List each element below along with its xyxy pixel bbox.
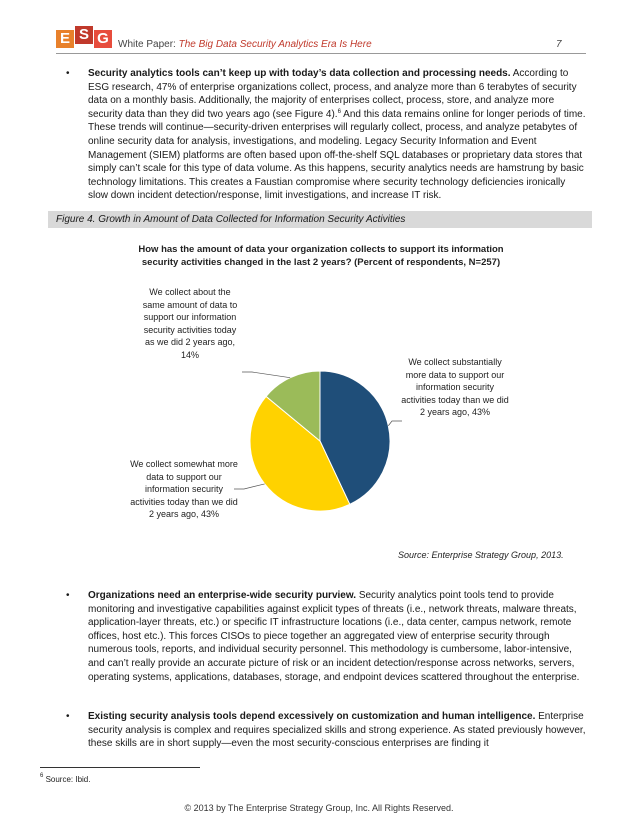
bullet-3-lead: Existing security analysis tools depend excessively on customization and human intelligence. bbox=[88, 711, 536, 722]
bullet-1-text-b: And this data remains online for longer periods of time. These trends will continue—security-driven enterprises will regularly collect, process, and analyze petabytes of online security data for analysis, investigations, and modeling. Legacy Security Information and Event Management (SIEM) platforms are often based upon off-the-shelf SQL databases or proprietary data stores that simply can’t scale for this type of data volume. As this happens, security analytics needs are hamstrung by basic technology limitations. This creates a Faustian compromise where security technology deficiencies ironically slow down incident detection/response, limit investigations, and increase IT risk. bbox=[88, 108, 586, 202]
footnote-marker: 6 bbox=[40, 773, 44, 779]
bullet-3-text: Enterprise security analysis is complex and requires specialized skills and strong experience. As stated previously however, these skills are in short supply—even the most security-conscious enterprises are finding it bbox=[88, 711, 586, 750]
figure-caption: Figure 4. Growth in Amount of Data Collected for Information Security Activities bbox=[48, 211, 592, 228]
bullet-paragraph-3 bbox=[66, 710, 588, 751]
bullet-2-lead: Organizations need an enterprise-wide security purview. bbox=[88, 590, 357, 601]
logo-letter-e: E bbox=[56, 30, 74, 48]
footnote-text: Source: Ibid. bbox=[43, 775, 91, 784]
page-number: 7 bbox=[556, 39, 562, 50]
bullet-marker: • bbox=[66, 590, 70, 601]
bullet-paragraph-2 bbox=[66, 589, 588, 684]
slice-label-substantially-more: We collect substantially more data to support our information security activities today than we did 2 years ago, 43% bbox=[401, 357, 509, 418]
slice-label-somewhat-more: We collect somewhat more data to support our information security activities today than we did 2 years ago, 43% bbox=[130, 459, 238, 520]
bullet-2-text: Security analytics point tools tend to provide monitoring and investigative capabilities against explicit types of threats (i.e., network threats, malware threats, application-layer threats, etc.) or specific IT infrastructure locations (i.e., data center, campus network, remote offices, host etc.). This forces CISOs to piece together an aggregated view of enterprise security through numerous tools, reports, and individual security personnel. This methodology is cumbersome, labor-intensive, and can’t really provide an accurate picture of risk or an incident detection/response across networks, servers, operating systems, applications, databases, storage, and endpoint devices scattered throughout the enterprise. bbox=[88, 590, 580, 683]
bullet-1-lead: Security analytics tools can’t keep up with today’s data collection and processing needs. bbox=[88, 68, 511, 79]
figure-source: Source: Enterprise Strategy Group, 2013. bbox=[398, 550, 564, 560]
footnote-ref: 6 bbox=[337, 108, 341, 115]
header-prefix: White Paper: bbox=[118, 39, 179, 50]
leader-line-same bbox=[242, 372, 290, 378]
logo-letter-s: S bbox=[75, 26, 93, 44]
bullet-marker: • bbox=[66, 68, 70, 79]
slice-label-same: We collect about the same amount of data to support our information security activities today as we did 2 years ago, 14% bbox=[142, 287, 238, 360]
bullet-marker: • bbox=[66, 711, 70, 722]
footnote bbox=[40, 775, 90, 784]
header-paper-title: The Big Data Security Analytics Era Is Here bbox=[178, 39, 372, 50]
footnote-divider bbox=[40, 767, 200, 768]
bullet-1-text-a: According to ESG research, 47% of enterprise organizations collect, process, and analyze more than 6 terabytes of security data on a monthly basis. Additionally, the majority of enterprises collect, process, store, and analyze more security data than they did two years ago (see Figure 4). bbox=[88, 68, 577, 120]
page-footer: © 2013 by The Enterprise Strategy Group, Inc. All Rights Reserved. bbox=[184, 803, 454, 813]
logo-letter-g: G bbox=[94, 30, 112, 48]
chart-title: How has the amount of data your organization collects to support its information security activities changed in the last 2 years? (Percent of respondents, N=257) bbox=[138, 244, 504, 268]
leader-line-substantially-more bbox=[388, 421, 402, 426]
